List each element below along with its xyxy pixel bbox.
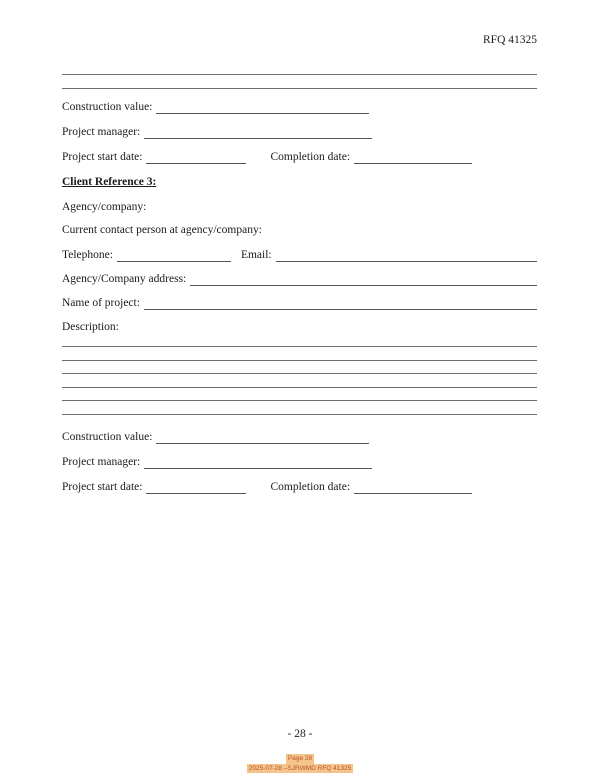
project-manager-blank: [144, 126, 372, 139]
construction-value-blank: [156, 431, 369, 444]
ruled-line: [62, 62, 537, 75]
name-of-project-blank: [144, 297, 537, 310]
project-manager-label: Project manager:: [62, 455, 141, 468]
project-start-date-blank: [146, 481, 246, 494]
completion-date-label: Completion date:: [270, 151, 351, 163]
agency-company-address-row: [62, 273, 537, 286]
ruled-line: [62, 347, 537, 361]
page-content: [62, 33, 537, 494]
email-blank: [276, 249, 537, 262]
completion-date-blank: [354, 481, 472, 494]
agency-company-label: Agency/company:: [62, 201, 147, 213]
continued-dates-row: [62, 151, 537, 164]
footer-line-2: [0, 764, 600, 774]
ref3-construction-value-row: [62, 431, 537, 444]
rfq-number: RFQ 41325: [483, 34, 537, 46]
completion-date-label: Completion date:: [270, 480, 351, 493]
construction-value-label: Construction value:: [62, 101, 153, 113]
comparison-footer: [0, 754, 600, 773]
continued-construction-value-row: [62, 101, 537, 114]
description-label: Description:: [62, 321, 119, 333]
name-of-project-row: [62, 297, 537, 310]
agency-company-row: [62, 201, 537, 214]
project-start-date-label: Project start date:: [62, 151, 143, 163]
ruled-line: [62, 334, 537, 347]
project-start-date-blank: [146, 151, 246, 164]
footer-page-highlight: Page 28: [287, 755, 313, 762]
ruled-line: [62, 388, 537, 402]
ruled-line: [62, 401, 537, 415]
ruled-line: [62, 374, 537, 388]
project-manager-label: Project manager:: [62, 126, 141, 138]
ref3-project-manager-row: [62, 456, 537, 469]
telephone-blank: [117, 249, 231, 262]
telephone-label: Telephone:: [62, 249, 113, 261]
project-start-date-label: Project start date:: [62, 480, 143, 493]
agency-company-address-label: Agency/Company address:: [62, 273, 187, 285]
section-heading-client-reference-3: Client Reference 3:: [62, 176, 157, 188]
footer-line-1: [0, 754, 600, 764]
agency-company-address-blank: [190, 273, 537, 286]
current-contact-row: [62, 224, 537, 237]
page-number: - 28 -: [287, 728, 313, 740]
ruled-line: [62, 75, 537, 89]
description-blank-lines: [62, 334, 537, 415]
project-manager-blank: [144, 456, 372, 469]
current-contact-label: Current contact person at agency/company:: [62, 224, 262, 236]
email-label: Email:: [240, 249, 272, 261]
ruled-line: [62, 361, 537, 375]
name-of-project-label: Name of project:: [62, 297, 140, 309]
telephone-email-row: [62, 249, 537, 262]
construction-value-label: Construction value:: [62, 430, 153, 443]
completion-date-blank: [354, 151, 472, 164]
client-reference-3-heading-row: [62, 176, 537, 189]
construction-value-blank: [156, 101, 369, 114]
continued-project-manager-row: [62, 126, 537, 139]
footer-doc-id-highlight: 2025-07-28 –SJRWMD RFQ 41325: [248, 764, 352, 772]
description-row: [62, 321, 537, 334]
ref3-dates-row: [62, 481, 537, 494]
